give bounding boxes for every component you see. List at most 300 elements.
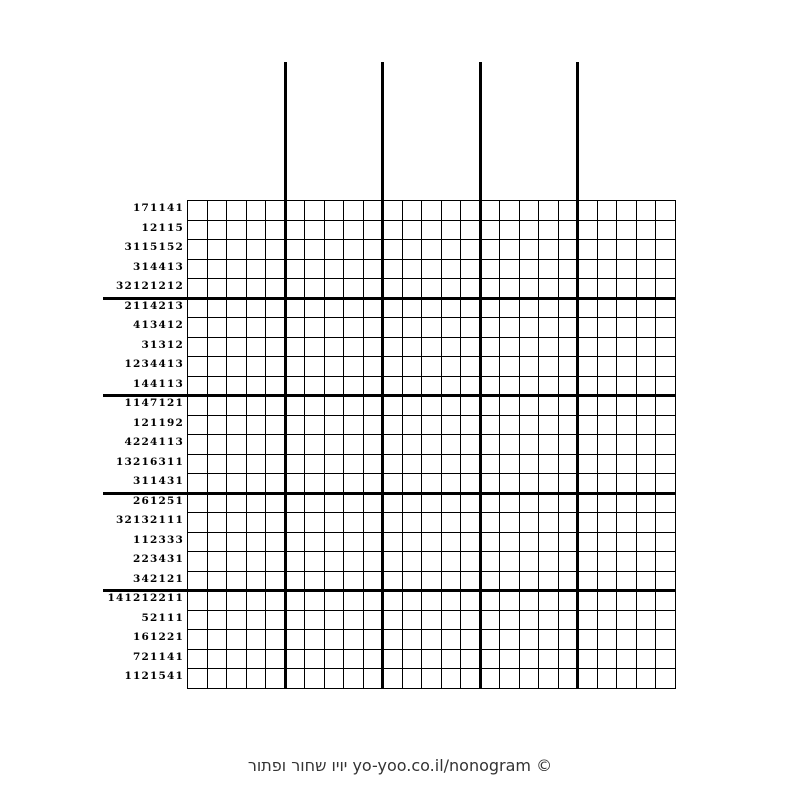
grid-cell[interactable] (363, 668, 383, 688)
grid-cell[interactable] (304, 434, 324, 454)
grid-cell[interactable] (343, 356, 363, 376)
grid-cell[interactable] (460, 668, 480, 688)
grid-cell[interactable] (538, 532, 558, 552)
grid-cell[interactable] (343, 551, 363, 571)
grid-cell[interactable] (480, 298, 500, 318)
grid-cell[interactable] (187, 610, 207, 630)
grid-cell[interactable] (402, 356, 422, 376)
grid-cell[interactable] (246, 337, 266, 357)
grid-cell[interactable] (207, 337, 227, 357)
grid-cell[interactable] (460, 649, 480, 669)
grid-cell[interactable] (519, 220, 539, 240)
grid-cell[interactable] (382, 317, 402, 337)
grid-cell[interactable] (187, 649, 207, 669)
grid-cell[interactable] (480, 356, 500, 376)
grid-cell[interactable] (558, 239, 578, 259)
grid-cell[interactable] (558, 337, 578, 357)
grid-cell[interactable] (499, 610, 519, 630)
grid-cell[interactable] (382, 239, 402, 259)
grid-cell[interactable] (577, 298, 597, 318)
grid-cell[interactable] (363, 454, 383, 474)
grid-cell[interactable] (324, 415, 344, 435)
grid-cell[interactable] (519, 571, 539, 591)
grid-cell[interactable] (636, 493, 656, 513)
grid-cell[interactable] (382, 376, 402, 396)
grid-cell[interactable] (421, 532, 441, 552)
grid-cell[interactable] (304, 259, 324, 279)
grid-cell[interactable] (285, 571, 305, 591)
grid-cell[interactable] (382, 298, 402, 318)
grid-cell[interactable] (226, 434, 246, 454)
grid-cell[interactable] (597, 473, 617, 493)
grid-cell[interactable] (402, 668, 422, 688)
grid-cell[interactable] (558, 571, 578, 591)
grid-cell[interactable] (597, 610, 617, 630)
grid-cell[interactable] (246, 610, 266, 630)
grid-cell[interactable] (382, 493, 402, 513)
grid-cell[interactable] (441, 200, 461, 220)
grid-cell[interactable] (577, 454, 597, 474)
grid-cell[interactable] (460, 337, 480, 357)
grid-cell[interactable] (324, 259, 344, 279)
grid-cell[interactable] (499, 337, 519, 357)
grid-cell[interactable] (577, 395, 597, 415)
grid-cell[interactable] (226, 298, 246, 318)
grid-cell[interactable] (343, 571, 363, 591)
grid-cell[interactable] (402, 239, 422, 259)
grid-cell[interactable] (285, 590, 305, 610)
grid-cell[interactable] (480, 278, 500, 298)
grid-cell[interactable] (187, 668, 207, 688)
grid-cell[interactable] (480, 551, 500, 571)
grid-cell[interactable] (499, 298, 519, 318)
grid-cell[interactable] (441, 629, 461, 649)
grid-cell[interactable] (616, 532, 636, 552)
grid-cell[interactable] (285, 317, 305, 337)
grid-cell[interactable] (597, 298, 617, 318)
grid-cell[interactable] (655, 317, 675, 337)
grid-cell[interactable] (538, 434, 558, 454)
grid-cell[interactable] (207, 551, 227, 571)
grid-cell[interactable] (324, 239, 344, 259)
grid-cell[interactable] (207, 298, 227, 318)
grid-cell[interactable] (499, 532, 519, 552)
grid-cell[interactable] (538, 473, 558, 493)
grid-cell[interactable] (207, 220, 227, 240)
grid-cell[interactable] (265, 259, 285, 279)
grid-cell[interactable] (499, 629, 519, 649)
grid-cell[interactable] (460, 317, 480, 337)
grid-cell[interactable] (285, 200, 305, 220)
grid-cell[interactable] (499, 200, 519, 220)
grid-cell[interactable] (519, 551, 539, 571)
grid-cell[interactable] (402, 434, 422, 454)
grid-cell[interactable] (226, 454, 246, 474)
grid-cell[interactable] (480, 415, 500, 435)
grid-cell[interactable] (265, 317, 285, 337)
grid-cell[interactable] (402, 512, 422, 532)
grid-cell[interactable] (226, 629, 246, 649)
grid-cell[interactable] (441, 532, 461, 552)
grid-cell[interactable] (597, 356, 617, 376)
grid-cell[interactable] (558, 278, 578, 298)
grid-cell[interactable] (499, 356, 519, 376)
grid-cell[interactable] (577, 337, 597, 357)
grid-cell[interactable] (655, 415, 675, 435)
grid-cell[interactable] (207, 532, 227, 552)
grid-cell[interactable] (207, 590, 227, 610)
grid-cell[interactable] (207, 649, 227, 669)
grid-cell[interactable] (285, 473, 305, 493)
grid-cell[interactable] (382, 649, 402, 669)
grid-cell[interactable] (265, 395, 285, 415)
grid-cell[interactable] (519, 610, 539, 630)
grid-cell[interactable] (363, 278, 383, 298)
grid-cell[interactable] (577, 571, 597, 591)
grid-cell[interactable] (538, 649, 558, 669)
grid-cell[interactable] (577, 415, 597, 435)
grid-cell[interactable] (421, 668, 441, 688)
grid-cell[interactable] (519, 376, 539, 396)
grid-cell[interactable] (304, 298, 324, 318)
grid-cell[interactable] (616, 200, 636, 220)
grid-cell[interactable] (187, 415, 207, 435)
grid-cell[interactable] (519, 200, 539, 220)
grid-cell[interactable] (636, 376, 656, 396)
grid-cell[interactable] (343, 395, 363, 415)
grid-cell[interactable] (499, 376, 519, 396)
grid-cell[interactable] (324, 668, 344, 688)
grid-cell[interactable] (499, 317, 519, 337)
grid-cell[interactable] (636, 532, 656, 552)
grid-cell[interactable] (343, 649, 363, 669)
grid-cell[interactable] (265, 200, 285, 220)
grid-cell[interactable] (538, 220, 558, 240)
grid-cell[interactable] (636, 649, 656, 669)
grid-cell[interactable] (265, 629, 285, 649)
grid-cell[interactable] (324, 298, 344, 318)
grid-cell[interactable] (382, 454, 402, 474)
grid-cell[interactable] (285, 337, 305, 357)
grid-cell[interactable] (441, 493, 461, 513)
grid-cell[interactable] (324, 220, 344, 240)
grid-cell[interactable] (441, 649, 461, 669)
grid-cell[interactable] (402, 337, 422, 357)
grid-cell[interactable] (226, 200, 246, 220)
grid-cell[interactable] (616, 220, 636, 240)
grid-cell[interactable] (304, 317, 324, 337)
grid-cell[interactable] (402, 551, 422, 571)
grid-cell[interactable] (577, 532, 597, 552)
grid-cell[interactable] (499, 278, 519, 298)
grid-cell[interactable] (538, 571, 558, 591)
grid-cell[interactable] (616, 473, 636, 493)
grid-cell[interactable] (421, 473, 441, 493)
grid-cell[interactable] (226, 532, 246, 552)
grid-cell[interactable] (363, 220, 383, 240)
grid-cell[interactable] (187, 376, 207, 396)
grid-cell[interactable] (246, 298, 266, 318)
grid-cell[interactable] (480, 571, 500, 591)
grid-cell[interactable] (655, 337, 675, 357)
grid-cell[interactable] (265, 590, 285, 610)
grid-cell[interactable] (382, 434, 402, 454)
grid-cell[interactable] (558, 298, 578, 318)
grid-cell[interactable] (655, 590, 675, 610)
grid-cell[interactable] (207, 610, 227, 630)
grid-cell[interactable] (655, 512, 675, 532)
grid-cell[interactable] (655, 571, 675, 591)
grid-cell[interactable] (324, 629, 344, 649)
grid-cell[interactable] (324, 551, 344, 571)
grid-cell[interactable] (304, 376, 324, 396)
grid-cell[interactable] (480, 649, 500, 669)
grid-cell[interactable] (441, 298, 461, 318)
grid-cell[interactable] (382, 668, 402, 688)
grid-cell[interactable] (343, 259, 363, 279)
grid-cell[interactable] (246, 278, 266, 298)
grid-cell[interactable] (616, 395, 636, 415)
grid-cell[interactable] (343, 629, 363, 649)
grid-cell[interactable] (519, 629, 539, 649)
grid-cell[interactable] (343, 610, 363, 630)
grid-cell[interactable] (577, 649, 597, 669)
grid-cell[interactable] (226, 649, 246, 669)
grid-cell[interactable] (558, 512, 578, 532)
grid-cell[interactable] (324, 512, 344, 532)
grid-cell[interactable] (616, 590, 636, 610)
grid-cell[interactable] (441, 415, 461, 435)
grid-cell[interactable] (187, 493, 207, 513)
grid-cell[interactable] (519, 649, 539, 669)
grid-cell[interactable] (304, 590, 324, 610)
grid-cell[interactable] (246, 512, 266, 532)
grid-cell[interactable] (265, 649, 285, 669)
grid-cell[interactable] (597, 200, 617, 220)
grid-cell[interactable] (226, 415, 246, 435)
grid-cell[interactable] (460, 376, 480, 396)
grid-cell[interactable] (187, 551, 207, 571)
grid-cell[interactable] (421, 590, 441, 610)
grid-cell[interactable] (499, 551, 519, 571)
grid-cell[interactable] (226, 356, 246, 376)
grid-cell[interactable] (207, 571, 227, 591)
grid-cell[interactable] (616, 493, 636, 513)
grid-cell[interactable] (363, 434, 383, 454)
grid-cell[interactable] (343, 532, 363, 552)
grid-cell[interactable] (421, 434, 441, 454)
grid-cell[interactable] (636, 473, 656, 493)
grid-cell[interactable] (304, 473, 324, 493)
grid-cell[interactable] (246, 317, 266, 337)
grid-cell[interactable] (421, 239, 441, 259)
grid-cell[interactable] (246, 668, 266, 688)
grid-cell[interactable] (226, 337, 246, 357)
grid-cell[interactable] (382, 356, 402, 376)
grid-cell[interactable] (460, 356, 480, 376)
grid-cell[interactable] (441, 220, 461, 240)
grid-cell[interactable] (246, 395, 266, 415)
grid-cell[interactable] (187, 434, 207, 454)
grid-cell[interactable] (363, 590, 383, 610)
grid-cell[interactable] (616, 298, 636, 318)
grid-cell[interactable] (519, 298, 539, 318)
grid-cell[interactable] (382, 551, 402, 571)
grid-cell[interactable] (577, 610, 597, 630)
grid-cell[interactable] (246, 376, 266, 396)
grid-cell[interactable] (421, 337, 441, 357)
grid-cell[interactable] (187, 337, 207, 357)
grid-cell[interactable] (597, 454, 617, 474)
grid-cell[interactable] (382, 571, 402, 591)
grid-cell[interactable] (616, 629, 636, 649)
grid-cell[interactable] (402, 259, 422, 279)
grid-cell[interactable] (324, 532, 344, 552)
grid-cell[interactable] (421, 259, 441, 279)
grid-cell[interactable] (343, 493, 363, 513)
grid-cell[interactable] (519, 415, 539, 435)
grid-cell[interactable] (636, 512, 656, 532)
grid-cell[interactable] (480, 395, 500, 415)
grid-cell[interactable] (519, 259, 539, 279)
grid-cell[interactable] (421, 454, 441, 474)
grid-cell[interactable] (402, 395, 422, 415)
grid-cell[interactable] (460, 415, 480, 435)
grid-cell[interactable] (207, 512, 227, 532)
grid-cell[interactable] (246, 532, 266, 552)
grid-cell[interactable] (558, 493, 578, 513)
grid-cell[interactable] (187, 590, 207, 610)
grid-cell[interactable] (519, 356, 539, 376)
grid-cell[interactable] (304, 278, 324, 298)
grid-cell[interactable] (636, 356, 656, 376)
grid-cell[interactable] (558, 668, 578, 688)
grid-cell[interactable] (402, 454, 422, 474)
grid-cell[interactable] (655, 395, 675, 415)
grid-cell[interactable] (519, 317, 539, 337)
grid-cell[interactable] (207, 434, 227, 454)
grid-cell[interactable] (363, 200, 383, 220)
grid-cell[interactable] (636, 298, 656, 318)
grid-cell[interactable] (460, 395, 480, 415)
grid-cell[interactable] (285, 629, 305, 649)
grid-cell[interactable] (187, 473, 207, 493)
grid-cell[interactable] (655, 454, 675, 474)
grid-cell[interactable] (265, 454, 285, 474)
grid-cell[interactable] (265, 434, 285, 454)
grid-cell[interactable] (655, 259, 675, 279)
grid-cell[interactable] (480, 376, 500, 396)
grid-cell[interactable] (636, 571, 656, 591)
grid-cell[interactable] (285, 493, 305, 513)
grid-cell[interactable] (616, 649, 636, 669)
grid-cell[interactable] (441, 356, 461, 376)
grid-cell[interactable] (655, 649, 675, 669)
grid-cell[interactable] (597, 532, 617, 552)
grid-cell[interactable] (655, 532, 675, 552)
grid-cell[interactable] (538, 239, 558, 259)
grid-cell[interactable] (421, 551, 441, 571)
grid-cell[interactable] (343, 473, 363, 493)
grid-cell[interactable] (421, 649, 441, 669)
grid-cell[interactable] (577, 493, 597, 513)
grid-cell[interactable] (304, 454, 324, 474)
grid-cell[interactable] (402, 415, 422, 435)
grid-cell[interactable] (324, 337, 344, 357)
grid-cell[interactable] (577, 376, 597, 396)
grid-cell[interactable] (402, 473, 422, 493)
grid-cell[interactable] (382, 512, 402, 532)
grid-cell[interactable] (265, 493, 285, 513)
grid-cell[interactable] (285, 220, 305, 240)
grid-cell[interactable] (636, 395, 656, 415)
grid-cell[interactable] (343, 317, 363, 337)
grid-cell[interactable] (265, 571, 285, 591)
grid-cell[interactable] (382, 590, 402, 610)
grid-cell[interactable] (226, 512, 246, 532)
grid-cell[interactable] (402, 610, 422, 630)
grid-cell[interactable] (246, 629, 266, 649)
grid-cell[interactable] (402, 532, 422, 552)
grid-cell[interactable] (616, 239, 636, 259)
grid-cell[interactable] (616, 512, 636, 532)
grid-cell[interactable] (226, 493, 246, 513)
grid-cell[interactable] (577, 220, 597, 240)
grid-cell[interactable] (499, 668, 519, 688)
grid-cell[interactable] (636, 629, 656, 649)
grid-cell[interactable] (558, 532, 578, 552)
grid-cell[interactable] (597, 415, 617, 435)
grid-cell[interactable] (363, 356, 383, 376)
grid-cell[interactable] (519, 512, 539, 532)
grid-cell[interactable] (343, 239, 363, 259)
grid-cell[interactable] (265, 376, 285, 396)
grid-cell[interactable] (207, 395, 227, 415)
grid-cell[interactable] (382, 415, 402, 435)
grid-cell[interactable] (577, 259, 597, 279)
grid-cell[interactable] (577, 239, 597, 259)
grid-cell[interactable] (226, 668, 246, 688)
grid-cell[interactable] (460, 434, 480, 454)
grid-cell[interactable] (421, 610, 441, 630)
grid-cell[interactable] (324, 200, 344, 220)
grid-cell[interactable] (558, 356, 578, 376)
grid-cell[interactable] (519, 395, 539, 415)
grid-cell[interactable] (207, 239, 227, 259)
grid-cell[interactable] (207, 415, 227, 435)
grid-cell[interactable] (304, 629, 324, 649)
grid-cell[interactable] (616, 434, 636, 454)
grid-cell[interactable] (382, 337, 402, 357)
grid-cell[interactable] (304, 649, 324, 669)
grid-cell[interactable] (187, 571, 207, 591)
grid-cell[interactable] (636, 278, 656, 298)
grid-cell[interactable] (519, 668, 539, 688)
grid-cell[interactable] (187, 317, 207, 337)
grid-cell[interactable] (558, 415, 578, 435)
grid-cell[interactable] (538, 298, 558, 318)
grid-cell[interactable] (207, 200, 227, 220)
grid-cell[interactable] (187, 259, 207, 279)
grid-cell[interactable] (324, 590, 344, 610)
grid-cell[interactable] (304, 356, 324, 376)
grid-cell[interactable] (343, 200, 363, 220)
grid-cell[interactable] (382, 259, 402, 279)
grid-cell[interactable] (519, 493, 539, 513)
grid-cell[interactable] (499, 259, 519, 279)
grid-cell[interactable] (538, 356, 558, 376)
grid-cell[interactable] (187, 512, 207, 532)
